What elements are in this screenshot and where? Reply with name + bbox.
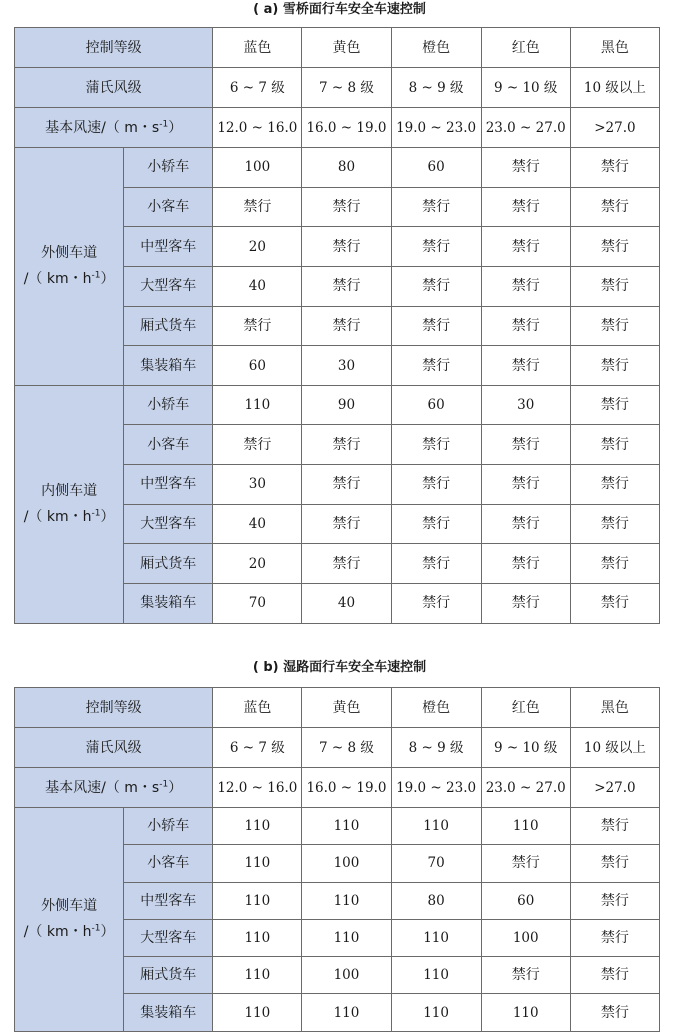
speed-limit-cell: 110 [213,994,302,1031]
speed-limit-cell: 禁行 [302,227,391,267]
speed-limit-cell: 110 [213,882,302,919]
speed-limit-cell: 70 [213,584,302,624]
speed-limit-cell: 30 [213,465,302,505]
wind-label-text: 基本风速/（ m・s [45,119,160,136]
vehicle-type-cell: 小轿车 [124,385,213,425]
table-row [15,385,660,425]
wind-label-sup: -1 [159,778,169,789]
table-row [15,68,660,108]
table-row [15,768,660,808]
speed-limit-cell: 禁行 [481,465,570,505]
vehicle-type-cell: 集装箱车 [124,994,213,1031]
speed-limit-cell: 110 [391,808,481,845]
speed-limit-cell: 禁行 [391,465,481,505]
lane-unit [15,266,123,292]
lane-unit-suffix: ） [100,271,115,288]
speed-limit-cell: 110 [213,919,302,956]
speed-limit-cell: 110 [213,808,302,845]
speed-limit-cell: 禁行 [302,266,391,306]
speed-limit-cell: 禁行 [302,504,391,544]
level-cell: 红色 [481,688,570,728]
vehicle-type-cell: 小轿车 [124,808,213,845]
lane-unit [15,504,123,530]
speed-limit-cell: 110 [302,994,391,1031]
speed-limit-cell: 禁行 [391,346,481,386]
speed-limit-cell: 禁行 [391,584,481,624]
speed-limit-cell: 禁行 [570,346,659,386]
wind-label-sup: -1 [159,118,169,129]
speed-limit-cell: 禁行 [481,346,570,386]
vehicle-type-cell: 中型客车 [124,882,213,919]
speed-limit-cell: 20 [213,544,302,584]
lane-unit-sup: -1 [91,923,101,934]
lane-name: 内侧车道 [41,483,98,500]
speed-limit-cell: 禁行 [302,465,391,505]
speed-limit-cell: 禁行 [391,187,481,227]
speed-limit-cell: 禁行 [570,385,659,425]
speed-limit-cell: 禁行 [570,544,659,584]
table-b [14,687,660,1032]
vehicle-type-cell: 集装箱车 [124,346,213,386]
table-a-caption: ( a) 雪桥面行车安全车速控制 [253,2,426,17]
lane-unit-text: /（ km・h [23,271,92,288]
control-level-header: 控制等级 [15,688,213,728]
speed-limit-cell: 禁行 [481,187,570,227]
vehicle-type-cell: 小客车 [124,845,213,882]
speed-limit-cell: 110 [391,919,481,956]
vehicle-type-cell: 中型客车 [124,465,213,505]
wind-speed-header [15,768,213,808]
wind-speed-cell: >27.0 [570,108,659,148]
speed-limit-cell: 禁行 [481,425,570,465]
speed-limit-cell: 禁行 [570,919,659,956]
table-a [14,27,660,624]
level-cell: 黄色 [302,28,391,68]
vehicle-type-cell: 厢式货车 [124,957,213,994]
table-row [15,688,660,728]
speed-limit-cell: 禁行 [481,266,570,306]
speed-limit-cell: 禁行 [570,994,659,1031]
speed-limit-cell: 禁行 [570,504,659,544]
level-cell: 橙色 [391,28,481,68]
speed-limit-cell: 110 [391,994,481,1031]
vehicle-type-cell: 集装箱车 [124,584,213,624]
vehicle-type-cell: 小客车 [124,187,213,227]
vehicle-type-cell: 大型客车 [124,504,213,544]
lane-unit-sup: -1 [91,270,101,281]
speed-limit-cell: 100 [302,957,391,994]
lane-group-header [15,148,124,386]
speed-limit-cell: 110 [481,994,570,1031]
speed-limit-cell: 80 [391,882,481,919]
beaufort-header: 蒲氏风级 [15,68,213,108]
speed-limit-cell: 100 [213,148,302,188]
table-row [15,28,660,68]
speed-limit-cell: 禁行 [570,306,659,346]
speed-limit-cell: 80 [302,148,391,188]
level-cell: 黑色 [570,28,659,68]
speed-limit-cell: 110 [302,919,391,956]
beaufort-cell: 10 级以上 [570,68,659,108]
table-row [15,728,660,768]
lane-unit-sup: -1 [91,508,101,519]
speed-limit-cell: 70 [391,845,481,882]
level-cell: 黄色 [302,688,391,728]
beaufort-cell: 6 ~ 7 级 [213,728,302,768]
wind-speed-cell: 19.0 ~ 23.0 [391,108,481,148]
speed-limit-cell: 禁行 [391,266,481,306]
speed-limit-cell: 60 [391,148,481,188]
wind-label-suffix: ） [168,779,183,796]
wind-speed-header [15,108,213,148]
lane-unit-text: /（ km・h [23,924,92,941]
wind-speed-cell: 23.0 ~ 27.0 [481,108,570,148]
speed-limit-cell: 40 [213,504,302,544]
beaufort-cell: 8 ~ 9 级 [391,68,481,108]
speed-limit-cell: 禁行 [481,148,570,188]
level-cell: 红色 [481,28,570,68]
lane-name: 外侧车道 [41,245,98,262]
lane-unit-text: /（ km・h [23,509,92,526]
vehicle-type-cell: 小轿车 [124,148,213,188]
speed-limit-cell: 60 [481,882,570,919]
speed-limit-cell: 禁行 [570,808,659,845]
speed-limit-cell: 禁行 [481,504,570,544]
vehicle-type-cell: 厢式货车 [124,306,213,346]
speed-limit-cell: 禁行 [481,584,570,624]
speed-limit-cell: 90 [302,385,391,425]
beaufort-cell: 7 ~ 8 级 [302,68,391,108]
speed-limit-cell: 禁行 [213,187,302,227]
speed-limit-cell: 禁行 [570,148,659,188]
table-b-caption: ( b) 湿路面行车安全车速控制 [252,660,427,675]
speed-limit-cell: 禁行 [570,882,659,919]
speed-limit-cell: 禁行 [570,465,659,505]
speed-limit-cell: 禁行 [302,187,391,227]
speed-limit-cell: 禁行 [391,544,481,584]
lane-group-header [15,385,124,623]
speed-limit-cell: 110 [302,882,391,919]
speed-limit-cell: 禁行 [391,504,481,544]
speed-limit-cell: 30 [481,385,570,425]
wind-label-text: 基本风速/（ m・s [45,779,160,796]
table-row [15,808,660,845]
lane-unit [15,919,123,945]
speed-limit-cell: 40 [302,584,391,624]
speed-limit-cell: 禁行 [570,227,659,267]
beaufort-cell: 10 级以上 [570,728,659,768]
wind-speed-cell: 12.0 ~ 16.0 [213,768,302,808]
speed-limit-cell: 110 [391,957,481,994]
lane-unit-suffix: ） [100,924,115,941]
speed-limit-cell: 60 [391,385,481,425]
speed-limit-cell: 60 [213,346,302,386]
lane-unit-suffix: ） [100,509,115,526]
level-cell: 蓝色 [213,28,302,68]
speed-limit-cell: 禁行 [391,227,481,267]
speed-limit-cell: 禁行 [213,306,302,346]
speed-limit-cell: 100 [302,845,391,882]
beaufort-cell: 9 ~ 10 级 [481,728,570,768]
speed-limit-cell: 30 [302,346,391,386]
speed-limit-cell: 禁行 [481,306,570,346]
speed-limit-cell: 禁行 [302,425,391,465]
wind-speed-cell: 16.0 ~ 19.0 [302,768,391,808]
beaufort-header: 蒲氏风级 [15,728,213,768]
wind-speed-cell: >27.0 [570,768,659,808]
speed-limit-cell: 110 [213,385,302,425]
wind-label-suffix: ） [168,119,183,136]
speed-limit-cell: 禁行 [570,425,659,465]
speed-limit-cell: 110 [481,808,570,845]
wind-speed-cell: 23.0 ~ 27.0 [481,768,570,808]
lane-name: 外侧车道 [41,898,98,915]
speed-limit-cell: 100 [481,919,570,956]
level-cell: 蓝色 [213,688,302,728]
speed-limit-cell: 禁行 [391,306,481,346]
speed-limit-cell: 禁行 [570,957,659,994]
vehicle-type-cell: 大型客车 [124,266,213,306]
speed-limit-cell: 禁行 [481,957,570,994]
vehicle-type-cell: 大型客车 [124,919,213,956]
speed-limit-cell: 禁行 [570,584,659,624]
beaufort-cell: 9 ~ 10 级 [481,68,570,108]
lane-group-header [15,808,124,1032]
beaufort-cell: 6 ~ 7 级 [213,68,302,108]
speed-limit-cell: 禁行 [570,266,659,306]
beaufort-cell: 7 ~ 8 级 [302,728,391,768]
speed-limit-cell: 禁行 [570,187,659,227]
level-cell: 橙色 [391,688,481,728]
wind-speed-cell: 19.0 ~ 23.0 [391,768,481,808]
vehicle-type-cell: 厢式货车 [124,544,213,584]
speed-limit-cell: 禁行 [302,544,391,584]
wind-speed-cell: 12.0 ~ 16.0 [213,108,302,148]
speed-limit-cell: 禁行 [570,845,659,882]
speed-limit-cell: 110 [213,845,302,882]
speed-limit-cell: 禁行 [391,425,481,465]
table-row [15,148,660,188]
beaufort-cell: 8 ~ 9 级 [391,728,481,768]
speed-limit-cell: 禁行 [481,227,570,267]
speed-limit-cell: 20 [213,227,302,267]
table-row [15,108,660,148]
speed-limit-cell: 禁行 [481,845,570,882]
control-level-header: 控制等级 [15,28,213,68]
speed-limit-cell: 禁行 [481,544,570,584]
speed-limit-cell: 禁行 [213,425,302,465]
wind-speed-cell: 16.0 ~ 19.0 [302,108,391,148]
vehicle-type-cell: 中型客车 [124,227,213,267]
level-cell: 黑色 [570,688,659,728]
speed-limit-cell: 40 [213,266,302,306]
speed-limit-cell: 110 [213,957,302,994]
speed-limit-cell: 禁行 [302,306,391,346]
speed-limit-cell: 110 [302,808,391,845]
vehicle-type-cell: 小客车 [124,425,213,465]
